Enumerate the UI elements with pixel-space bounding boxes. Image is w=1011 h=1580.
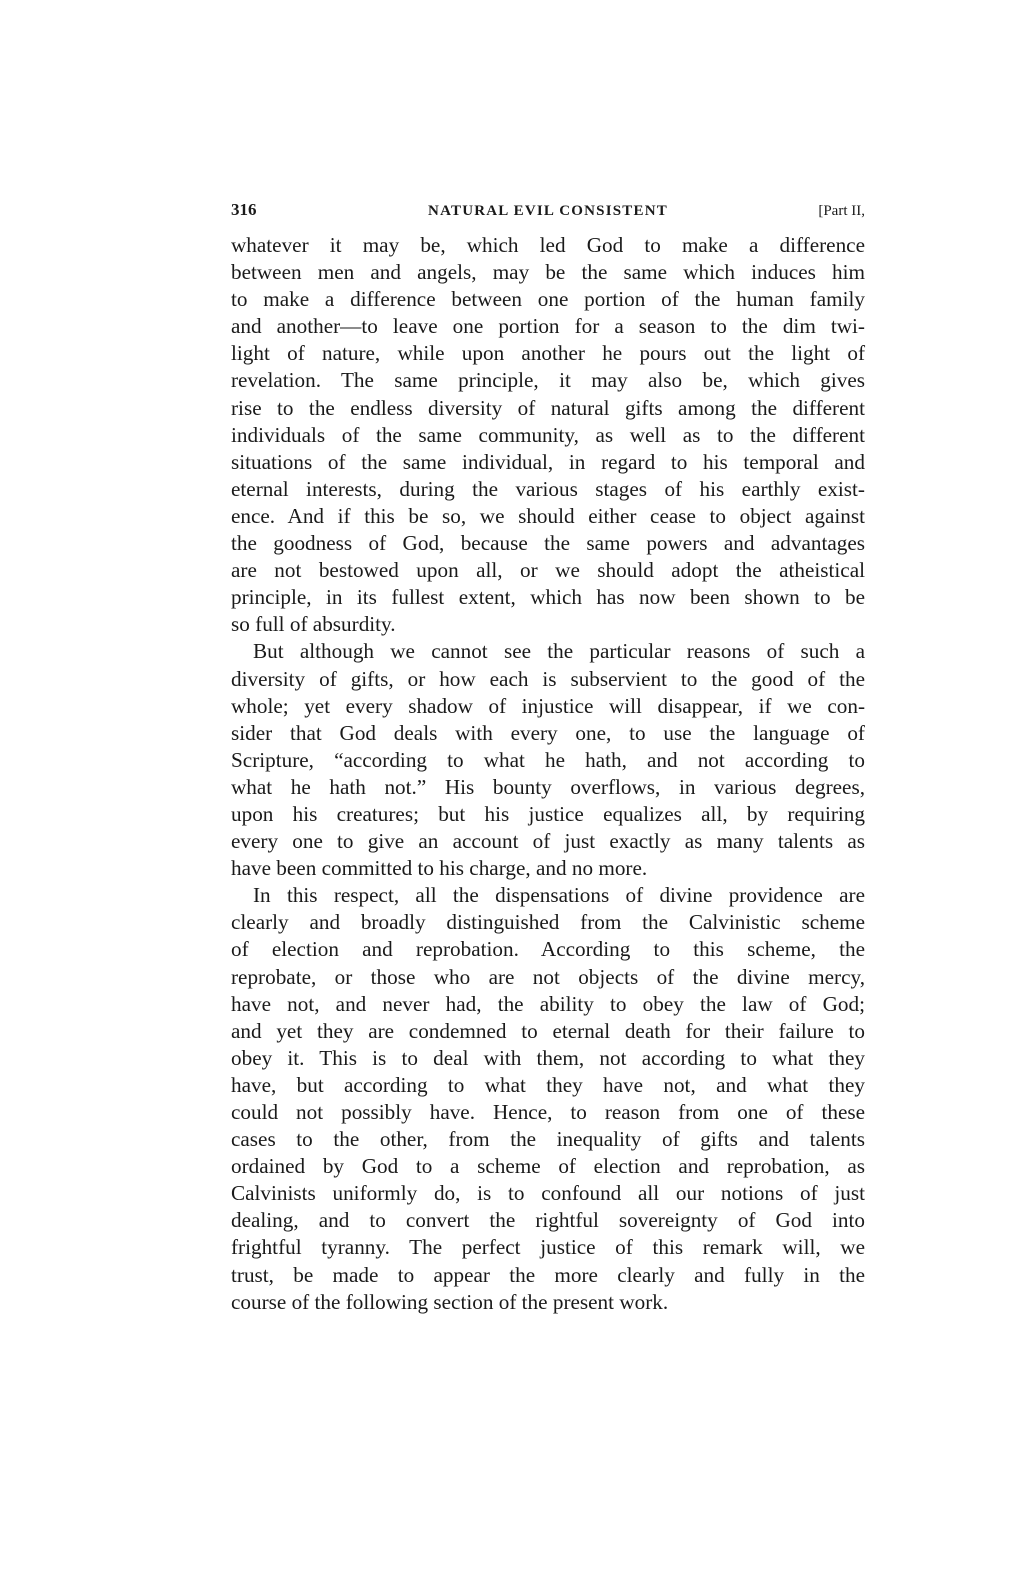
text-line: could not possibly have. Hence, to reason from one of these <box>231 1100 865 1124</box>
text-line: obey it. This is to deal with them, not according to what they <box>231 1045 865 1070</box>
text-line: and yet they are condemned to eternal death for their failure to <box>231 1018 865 1043</box>
running-title: NATURAL EVIL CONSISTENT <box>428 203 668 219</box>
text-line: ence. And if this be so, we should either cease to object against <box>231 503 865 528</box>
text-line: But although we cannot see the particular reasons of such a <box>253 639 865 664</box>
text-line: have, but according to what they have not, and what they <box>231 1072 865 1097</box>
page-number: 316 <box>231 200 257 219</box>
text-line: between men and angels, may be the same which induces him <box>231 260 865 285</box>
text-line: Calvinists uniformly do, is to confound all our notions of just <box>231 1181 865 1206</box>
text-line: the goodness of God, because the same powers and advantages <box>231 531 865 556</box>
text-line: sider that God deals with every one, to use the language of <box>231 720 865 745</box>
text-line: so full of absurdity. <box>231 612 396 637</box>
paragraph-3 <box>231 882 865 1316</box>
text-line: trust, be made to appear the more clearly and fully in the <box>231 1262 865 1287</box>
text-line: to make a difference between one portion of the human family <box>231 287 865 312</box>
text-line: clearly and broadly distinguished from the Calvinistic scheme <box>231 910 865 935</box>
text-line: principle, in its fullest extent, which has now been shown to be <box>231 585 865 610</box>
text-line: light of nature, while upon another he pours out the light of <box>231 341 865 366</box>
text-line: frightful tyranny. The perfect justice of this remark will, we <box>231 1235 865 1260</box>
text-line: every one to give an account of just exactly as many talents as <box>231 829 865 854</box>
book-page <box>231 196 865 1316</box>
text-line: reprobate, or those who are not objects of the divine mercy, <box>231 964 865 989</box>
text-line: are not bestowed upon all, or we should adopt the atheistical <box>231 558 865 583</box>
text-line: course of the following section of the present work. <box>231 1289 669 1314</box>
text-line: upon his creatures; but his justice equalizes all, by requiring <box>231 801 865 826</box>
text-line: what he hath not.” His bounty overflows, in various degrees, <box>231 774 865 799</box>
text-line: In this respect, all the dispensations of divine providence are <box>253 883 865 908</box>
text-line: have not, and never had, the ability to obey the law of God; <box>231 991 865 1016</box>
text-line: whole; yet every shadow of injustice will disappear, if we con- <box>231 693 865 718</box>
text-line: individuals of the same community, as well as to the different <box>231 422 865 447</box>
paragraph-1 <box>231 232 865 638</box>
text-line: situations of the same individual, in regard to his temporal and <box>231 449 865 474</box>
text-line: rise to the endless diversity of natural gifts among the different <box>231 395 865 420</box>
paragraph-2 <box>231 638 865 882</box>
text-line: cases to the other, from the inequality of gifts and talents <box>231 1127 865 1152</box>
text-line: of election and reprobation. According to this scheme, the <box>231 937 865 962</box>
text-line: whatever it may be, which led God to make a difference <box>231 233 865 257</box>
text-line: Scripture, “according to what he hath, and not according to <box>231 747 865 772</box>
text-line: ordained by God to a scheme of election and reprobation, as <box>231 1154 865 1179</box>
running-head <box>231 196 865 224</box>
text-line: eternal interests, during the various stages of his earthly exist- <box>231 476 865 501</box>
text-line: and another—to leave one portion for a season to the dim twi- <box>231 314 865 339</box>
text-line: diversity of gifts, or how each is subservient to the good of the <box>231 666 865 691</box>
part-label: [Part II, <box>818 203 865 219</box>
text-line: revelation. The same principle, it may also be, which gives <box>231 368 865 393</box>
text-line: dealing, and to convert the rightful sovereignty of God into <box>231 1208 865 1233</box>
body-text <box>231 232 865 1316</box>
text-line: have been committed to his charge, and no more. <box>231 856 648 881</box>
